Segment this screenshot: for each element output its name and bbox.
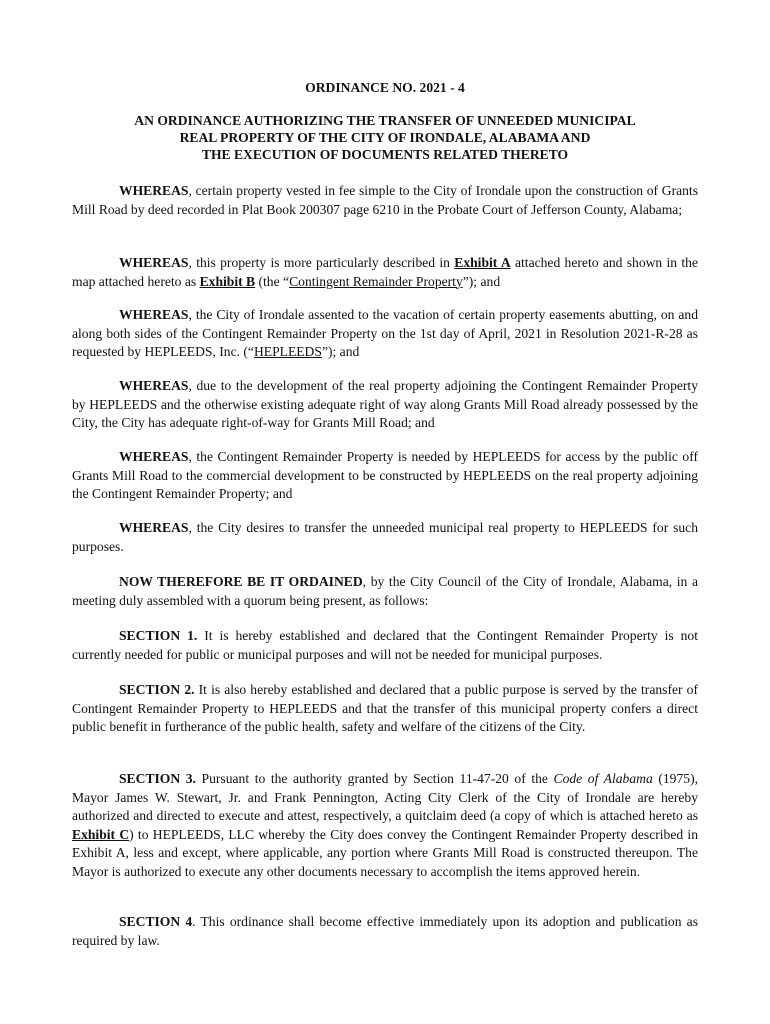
- paragraph-text: ”); and: [462, 273, 501, 289]
- exhibit-c-reference: Exhibit C: [72, 826, 130, 842]
- hepleeds-term: HEPLEEDS: [253, 344, 322, 359]
- paragraph-text: Pursuant to the authority granted by Section 11-47-20 of the: [195, 771, 554, 786]
- whereas-paragraph-5: [72, 448, 698, 504]
- whereas-lead: WHEREAS: [119, 307, 189, 322]
- section-2: [72, 681, 698, 737]
- paragraph-text: , the City desires to transfer the unneeded municipal real property to HEPLEEDS for such purposes.: [72, 520, 698, 554]
- section-3: [72, 770, 698, 881]
- paragraph-text: ) to HEPLEEDS, LLC whereby the City does convey the Contingent Remainder Property described in Exhibit A, less and except, where applicable, any portion where Grants Mill Road is constructed thereupon. The Mayor is authorized to execute any other documents necessary to accomplish the items approved herein.: [72, 826, 698, 879]
- whereas-paragraph-4: [72, 377, 698, 433]
- paragraph-text: , by the City Council of the City of Irondale, Alabama, in a meeting duly assembled with a quorum being present, as follows:: [72, 574, 699, 608]
- contingent-remainder-property-term: Contingent Remainder Property: [289, 273, 463, 289]
- ordained-lead: NOW THEREFORE BE IT ORDAINED: [119, 574, 363, 589]
- paragraph-text: It is hereby established and declared that the Contingent Remainder Property is not currently needed for public or municipal purposes and will not be needed for municipal purposes.: [72, 628, 698, 662]
- heading-line-2: REAL PROPERTY OF THE CITY OF IRONDALE, ALABAMA AND: [179, 130, 591, 145]
- whereas-lead: WHEREAS: [119, 255, 189, 270]
- paragraph-text: , certain property vested in fee simple to the City of Irondale upon the construction of Grants Mill Road by deed recorded in Plat Book 200307 page 6210 in the Probate Court of Jefferson County, Alabama;: [72, 183, 698, 217]
- exhibit-b-reference: Exhibit B: [199, 273, 256, 289]
- paragraph-text: ”); and: [321, 344, 360, 359]
- section-lead: SECTION 1.: [119, 628, 198, 643]
- ordinance-number: ORDINANCE NO. 2021 - 4: [305, 80, 465, 95]
- section-lead: SECTION 3.: [119, 771, 196, 786]
- whereas-paragraph-2: [72, 254, 698, 291]
- code-of-alabama-citation: Code of Alabama: [553, 771, 653, 786]
- whereas-lead: WHEREAS: [119, 378, 189, 393]
- whereas-paragraph-3: [72, 306, 698, 362]
- ordinance-heading: [72, 112, 698, 163]
- whereas-paragraph-1: [72, 182, 698, 219]
- whereas-lead: WHEREAS: [119, 520, 189, 535]
- whereas-lead: WHEREAS: [119, 183, 189, 198]
- section-lead: SECTION 4: [119, 914, 193, 929]
- paragraph-text: , the City of Irondale assented to the vacation of certain property easements abutting, on and along both sides of the Contingent Remainder Property on the 1st day of April, 2021 in Resolution 2021-R-28 as requested by HEPLEEDS, Inc. (“: [72, 307, 698, 359]
- paragraph-text: (1975), Mayor James W. Stewart, Jr. and Frank Pennington, Acting City Clerk of the City of Irondale are hereby authorized and directed to execute and attest, respectively, a quitclaim deed (a copy of which is attached hereto as: [72, 771, 698, 823]
- paragraph-text: . This ordinance shall become effective immediately upon its adoption and publication as required by law.: [72, 914, 699, 948]
- section-1: [72, 627, 698, 664]
- exhibit-a-reference: Exhibit A: [454, 255, 511, 270]
- ordained-paragraph: [72, 573, 698, 610]
- whereas-lead: WHEREAS: [119, 449, 189, 464]
- paragraph-text: attached hereto and shown in the map attached hereto as: [72, 255, 698, 289]
- heading-line-1: AN ORDINANCE AUTHORIZING THE TRANSFER OF UNNEEDED MUNICIPAL: [134, 113, 636, 128]
- paragraph-text: , this property is more particularly described in: [188, 255, 455, 270]
- section-4: [72, 913, 698, 950]
- paragraph-text: , due to the development of the real property adjoining the Contingent Remainder Property by HEPLEEDS and the otherwise existing adequate right of way along Grants Mill Road already possessed by the City, the City has adequate right-of-way for Grants Mill Road; and: [72, 378, 698, 430]
- section-lead: SECTION 2.: [119, 682, 195, 697]
- paragraph-text: It is also hereby established and declared that a public purpose is served by the transfer of Contingent Remainder Property to HEPLEEDS and that the transfer of this municipal property confers a direct public benefit in furtherance of the public health, safety and welfare of the citizens of the City.: [72, 682, 698, 734]
- paragraph-text: (the “: [255, 273, 290, 289]
- paragraph-text: , the Contingent Remainder Property is needed by HEPLEEDS for access by the public off Grants Mill Road to the commercial development to be constructed by HEPLEEDS on the real property adjoining the Contingent Remainder Property; and: [72, 449, 698, 501]
- whereas-paragraph-6: [72, 519, 698, 556]
- heading-line-3: THE EXECUTION OF DOCUMENTS RELATED THERETO: [201, 147, 569, 162]
